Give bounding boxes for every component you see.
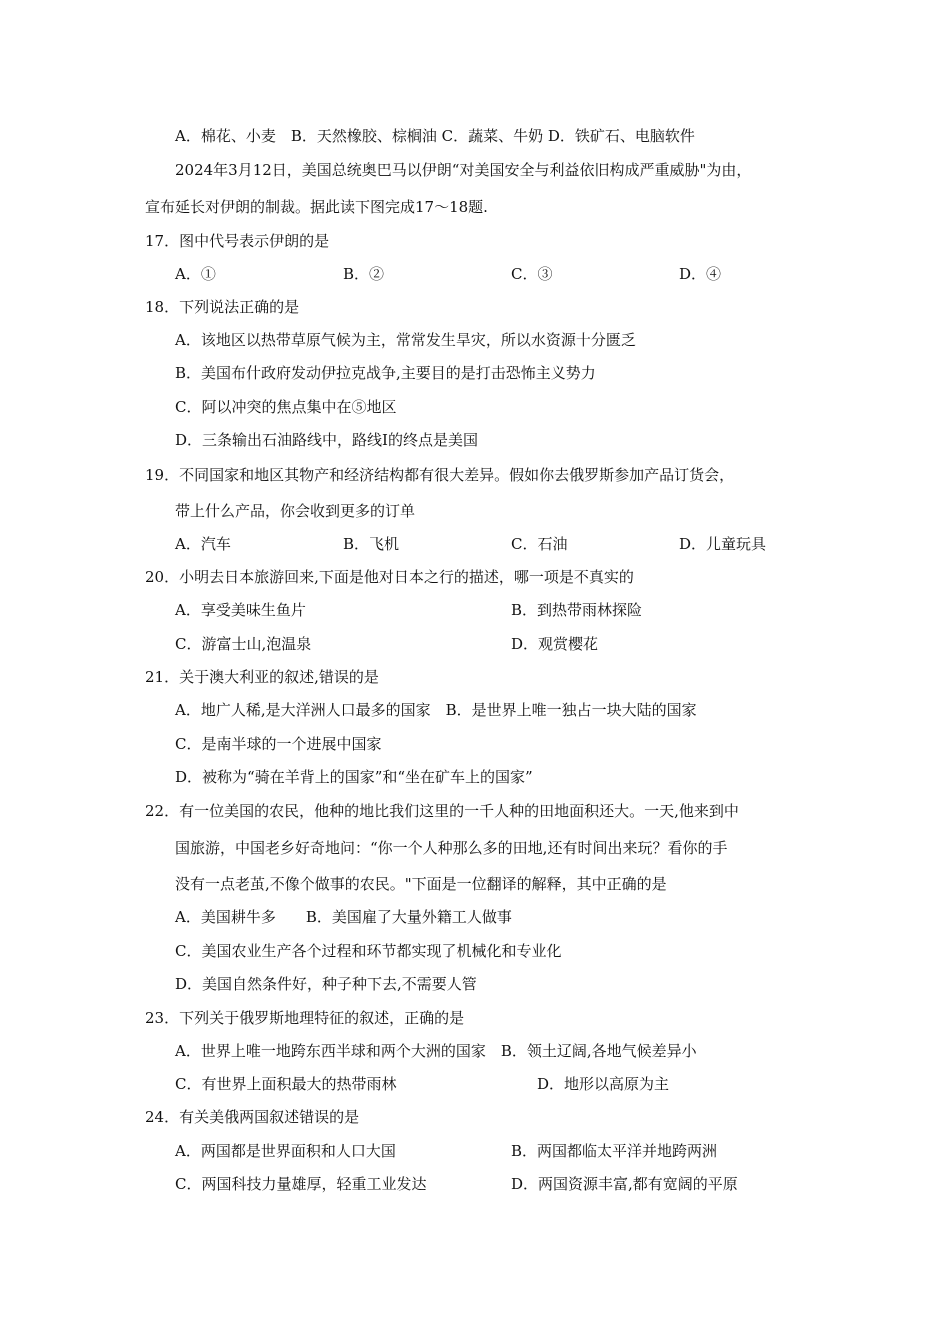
q18-option-b: B．美国布什政府发动伊拉克战争,主要目的是打击恐怖主义势力 [175, 364, 596, 382]
q19-stem-2: 带上什么产品，你会收到更多的订单 [175, 502, 416, 520]
q23-options-ab: A．世界上唯一地跨东西半球和两个大洲的国家 B．领土辽阔,各地气候差异小 [175, 1042, 697, 1060]
intro-line-2: 宣布延长对伊朗的制裁。据此读下图完成17～18题. [145, 198, 488, 216]
q19-option-b: B．飞机 [343, 535, 400, 553]
q20-option-b: B．到热带雨林探险 [511, 601, 643, 619]
q20-stem: 20．小明去日本旅游回来,下面是他对日本之行的描述，哪一项是不真实的 [145, 568, 634, 586]
q24-option-a: A．两国都是世界面积和人口大国 [175, 1142, 396, 1160]
q24-stem: 24．有关美俄两国叙述错误的是 [145, 1108, 360, 1126]
q18-option-a: A．该地区以热带草原气候为主，常常发生旱灾，所以水资源十分匮乏 [175, 331, 636, 349]
q17-stem: 17．图中代号表示伊朗的是 [145, 232, 330, 250]
q18-stem: 18．下列说法正确的是 [145, 298, 300, 316]
q19-stem-1: 19．不同国家和地区其物产和经济结构都有很大差异。假如你去俄罗斯参加产品订货会， [145, 466, 735, 484]
q17-option-a: A．① [175, 265, 216, 283]
q17-option-c: C．③ [511, 265, 553, 283]
q22-options-ab: A．美国耕牛多 B．美国雇了大量外籍工人做事 [175, 908, 512, 926]
q22-stem-2: 国旅游，中国老乡好奇地问：“你一个人种那么多的田地,还有时间出来玩？看你的手 [175, 839, 728, 857]
q18-option-d: D．三条输出石油路线中，路线Ⅰ的终点是美国 [175, 431, 478, 449]
q22-option-d: D．美国自然条件好，种子种下去,不需要人管 [175, 975, 477, 993]
intro-line-1: 2024年3月12日，美国总统奥巴马以伊朗“对美国安全与利益依旧构成严重威胁"为由， [175, 161, 752, 179]
q17-option-d: D．④ [679, 265, 722, 283]
q22-option-c: C．美国农业生产各个过程和环节都实现了机械化和专业化 [175, 942, 562, 960]
q22-stem-3: 没有一点老茧,不像个做事的农民。"下面是一位翻译的解释，其中正确的是 [175, 875, 667, 893]
q24-option-c: C．两国科技力量雄厚，轻重工业发达 [175, 1175, 427, 1193]
q23-stem: 23．下列关于俄罗斯地理特征的叙述，正确的是 [145, 1009, 465, 1027]
q19-option-c: C．石油 [511, 535, 568, 553]
q21-stem: 21．关于澳大利亚的叙述,错误的是 [145, 668, 379, 686]
q19-option-a: A．汽车 [175, 535, 231, 553]
q20-option-d: D．观赏樱花 [511, 635, 599, 653]
q23-option-d: D．地形以高原为主 [537, 1075, 670, 1093]
q24-option-b: B．两国都临太平洋并地跨两洲 [511, 1142, 718, 1160]
prev-options-line: A．棉花、小麦 B．天然橡胶、棕榈油 C．蔬菜、牛奶 D．铁矿石、电脑软件 [175, 127, 695, 145]
q21-options-ab: A．地广人稀,是大洋洲人口最多的国家 B．是世界上唯一独占一块大陆的国家 [175, 701, 697, 719]
q18-option-c: C．阿以冲突的焦点集中在⑤地区 [175, 398, 397, 416]
q17-option-b: B．② [343, 265, 385, 283]
q21-option-c: C．是南半球的一个进展中国家 [175, 735, 382, 753]
q20-option-c: C．游富士山,泡温泉 [175, 635, 312, 653]
q22-stem-1: 22．有一位美国的农民，他种的地比我们这里的一千人种的田地面积还大。一天,他来到中 [145, 802, 739, 820]
q24-option-d: D．两国资源丰富,都有宽阔的平原 [511, 1175, 738, 1193]
q21-option-d: D．被称为“骑在羊背上的国家”和“坐在矿车上的国家” [175, 768, 533, 786]
q23-option-c: C．有世界上面积最大的热带雨林 [175, 1075, 397, 1093]
q20-option-a: A．享受美味生鱼片 [175, 601, 306, 619]
q19-option-d: D．儿童玩具 [679, 535, 767, 553]
